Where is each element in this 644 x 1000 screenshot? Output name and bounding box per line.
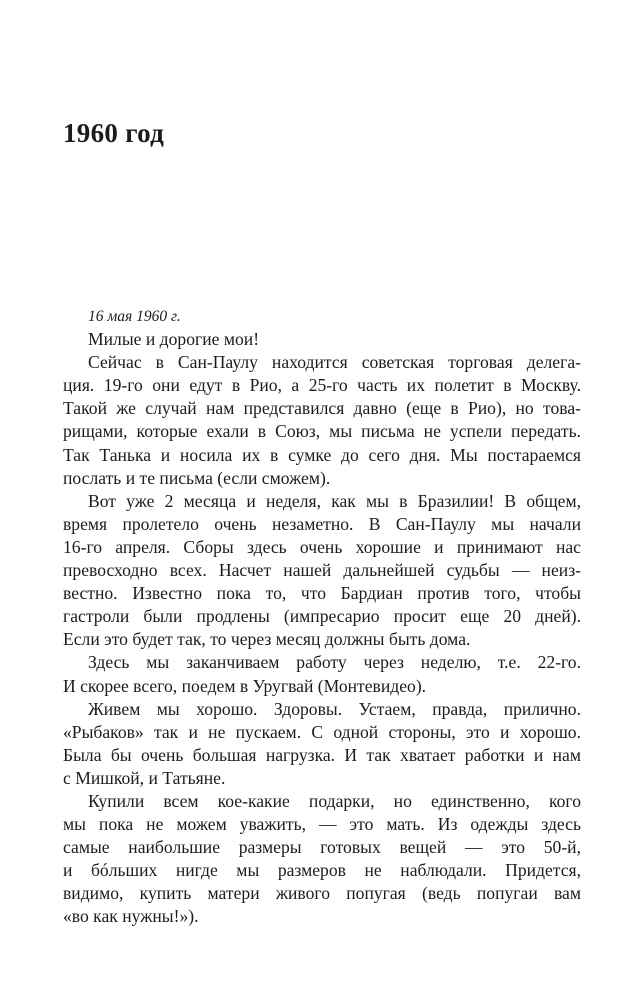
paragraph-4-line: с Мишкой, и Татьяне.: [63, 767, 226, 788]
letter-date: 16 мая 1960 г.: [88, 308, 181, 325]
paragraph-2-line: время пролетело очень незаметно. В Сан-Паулу мы начали: [63, 513, 581, 534]
chapter-title: 1960 год: [63, 118, 165, 148]
paragraph-5-line: и бóльших нигде мы размеров не наблюдали. Придется,: [63, 860, 581, 881]
letter-body: [63, 305, 581, 929]
paragraph-4-line: Живем мы хорошо. Здоровы. Устаем, правда, прилично.: [88, 698, 581, 719]
paragraph-1-line: ция. 19-го они едут в Рио, а 25-го часть их полетит в Москву.: [63, 375, 581, 396]
paragraph-2-line: гастроли были продлены (импресарио просит еще 20 дней).: [63, 606, 581, 627]
paragraph-2-line: Вот уже 2 месяца и неделя, как мы в Бразилии! В общем,: [88, 490, 581, 511]
paragraph-3-line: Здесь мы заканчиваем работу через неделю, т.е. 22-го.: [88, 652, 581, 673]
paragraph-5-line: видимо, купить матери живого попугая (ведь попугаи вам: [63, 883, 581, 904]
paragraph-1-line: Сейчас в Сан-Паулу находится советская торговая делега-: [88, 352, 581, 373]
paragraph-5-line: самые наибольшие размеры готовых вещей — это 50-й,: [63, 837, 581, 858]
paragraph-1-line: Такой же случай нам представился давно (еще в Рио), но това-: [63, 398, 581, 419]
paragraph-5-line: Купили всем кое-какие подарки, но единственно, кого: [88, 790, 581, 811]
paragraph-2-line: Если это будет так, то через месяц должны быть дома.: [63, 629, 471, 650]
paragraph-4-line: «Рыбаков» так и не пускаем. С одной стороны, это и хорошо.: [63, 721, 581, 742]
paragraph-1-line: рищами, которые ехали в Союз, мы письма не успели передать.: [63, 421, 581, 442]
paragraph-3-line: И скорее всего, поедем в Уругвай (Монтевидео).: [63, 675, 427, 696]
paragraph-2-line: превосходно всех. Насчет нашей дальнейшей судьбы — неиз-: [63, 560, 581, 581]
greeting-line: Милые и дорогие мои!: [88, 329, 260, 350]
paragraph-4-line: Была бы очень большая нагрузка. И так хватает работки и нам: [63, 744, 581, 765]
paragraph-1-line: Так Танька и носила их в сумке до сего дня. Мы постараемся: [63, 444, 581, 465]
paragraph-2-line: вестно. Известно пока то, что Бардиан против того, чтобы: [63, 583, 581, 604]
paragraph-1-line: послать и те письма (если сможем).: [63, 467, 331, 488]
paragraph-5-line: мы пока не можем уважить, — это мать. Из одежды здесь: [63, 814, 581, 835]
paragraph-2-line: 16-го апреля. Сборы здесь очень хорошие и принимают нас: [63, 536, 581, 557]
paragraph-5-line: «во как нужны!»).: [63, 906, 199, 927]
